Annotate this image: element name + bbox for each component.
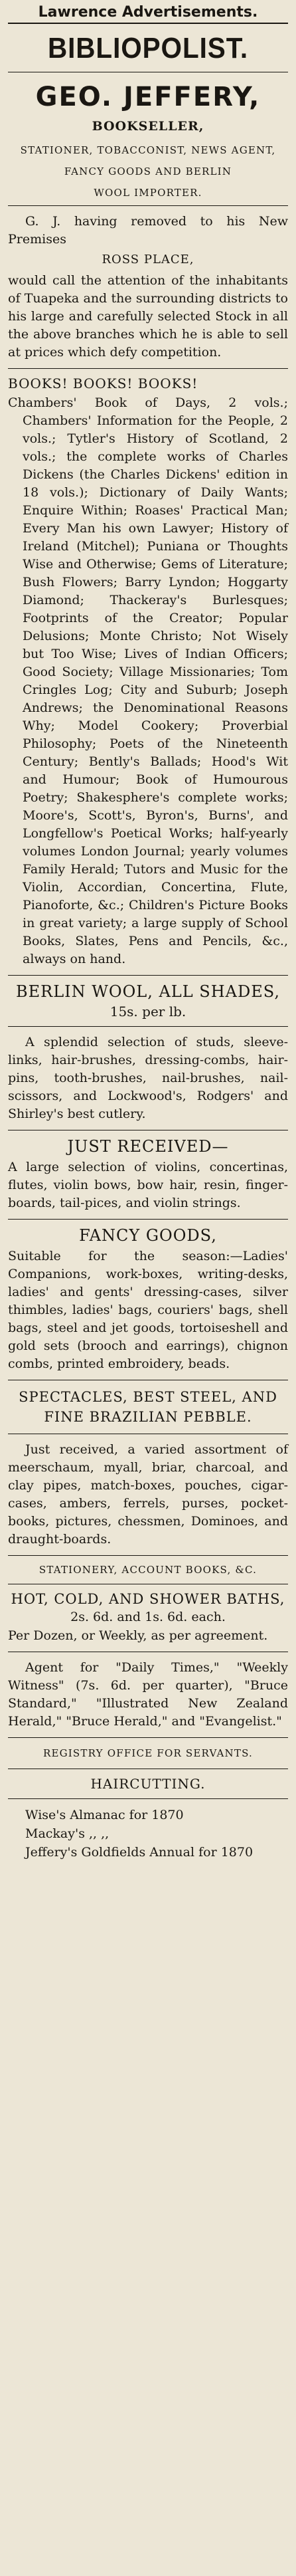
intro-text-2: would call the attention of the inhabitants of Tuapeka and the surrounding districts to his large and carefully selected Stock in all the above branches which he is able to sell at prices which defy competition. xyxy=(8,273,288,360)
trades-line-2: FANCY GOODS AND BERLIN xyxy=(64,165,232,177)
almanac-list xyxy=(8,1806,288,1862)
baths-note: Per Dozen, or Weekly, as per agreement. xyxy=(8,1628,268,1643)
haircutting-heading: HAIRCUTTING. xyxy=(90,1776,206,1792)
baths-price: 2s. 6d. and 1s. 6d. each. xyxy=(70,1610,226,1624)
list-item: Jeffery's Goldfields Annual for 1870 xyxy=(25,1845,254,1860)
divider xyxy=(8,975,288,976)
registry-office: REGISTRY OFFICE FOR SERVANTS. xyxy=(42,1747,253,1759)
divider xyxy=(8,1219,288,1220)
just-received-heading: JUST RECEIVED— xyxy=(67,1137,229,1156)
books-heading: BOOKS! BOOKS! BOOKS! xyxy=(8,376,198,391)
baths-heading: HOT, COLD, AND SHOWER BATHS, xyxy=(11,1591,285,1607)
trades-line-1: STATIONER, TOBACCONIST, NEWS AGENT, xyxy=(20,144,276,156)
trades-line-3: WOOL IMPORTER. xyxy=(94,187,202,199)
premises: ROSS PLACE, xyxy=(102,253,194,267)
wool-heading: BERLIN WOOL, ALL SHADES, xyxy=(15,982,280,1001)
spectacles-heading: SPECTACLES, BEST STEEL, AND FINE BRAZILIAN PEBBLE. xyxy=(19,1389,277,1425)
intro-text-1: G. J. having removed to his New Premises xyxy=(8,214,288,247)
list-item: Mackay's ,, ,, xyxy=(25,1826,110,1841)
divider xyxy=(8,1555,288,1556)
trade-line: BOOKSELLER, xyxy=(92,119,204,134)
spectacles-text: Just received, a varied assortment of meerschaum, myall, briar, charcoal, and clay pipes, match-boxes, pouches, cigar-cases, ambers, ferrels, purses, pocket-books, pictures, chessmen, Dominoes, and draught-boards. xyxy=(8,1442,288,1547)
divider xyxy=(8,1737,288,1738)
books-list: Chambers' Book of Days, 2 vols.; Chambers' Information for the People, 2 vols.; Tytler's History of Scotland, 2 vols.; the complete works of Charles Dickens (the Charles Dickens' edition in 18 vols.); Dictionary of Daily Wants; Enquire Within; Roases' Practical Man; Every Man his own Lawyer; History of Ireland (Mitchel); Puniana or Thoughts Wise and Otherwise; Gems of Literature; Bush Flowers; Barry Lyndon; Hoggarty Diamond; Thackeray's Burlesques; Footprints of the Creator; Popular Delusions; Monte Christo; Not Wisely but Too Wise; Lives of Indian Officers; Good Society; Village Missionaries; Tom Cringles Log; City and Suburb; Joseph Andrews; the Denominational Reasons Why; Model Cookery; Proverbial Philosophy; Poets of the Nineteenth Century; Bently's Ballads; Hood's Wit and Humour; Book of Humourous Poetry; Shakesphere's complete works; Moore's, Scott's, Byron's, Burns', and Longfellow's Poetical Works; half-yearly volumes London Journal; yearly volumes Family Herald; Tutors and Music for the Violin, Accordian, Concertina, Flute, Pianoforte, &c.; Children's Picture Books in great variety; a large supply of School Books, Slates, Pens and Pencils, &c., always on hand. xyxy=(8,395,288,966)
divider xyxy=(8,368,288,369)
divider xyxy=(8,1026,288,1027)
proprietor-name: GEO. JEFFERY, xyxy=(35,82,261,112)
stationery-heading: STATIONERY, ACCOUNT BOOKS, &C. xyxy=(38,1564,258,1576)
agent-text: Agent for "Daily Times," "Weekly Witness" (7s. 6d. per quarter), "Bruce Standard," "Illustrated New Zealand Herald," "Bruce Herald," and "Evangelist." xyxy=(8,1660,288,1729)
list-item: Wise's Almanac for 1870 xyxy=(25,1808,184,1822)
running-head: Lawrence Advertisements. xyxy=(8,0,288,24)
divider xyxy=(8,205,288,206)
just-received-text: A large selection of violins, concertinas, flutes, violin bows, bow hair, resin, finger-boards, tail-pices, and violin strings. xyxy=(8,1160,288,1210)
divider xyxy=(8,1798,288,1799)
fancy-goods-text: Suitable for the season:—Ladies' Companions, work-boxes, writing-desks, ladies' and gents' dressing-cases, silver thimbles, ladies' bags, couriers' bags, shell bags, steel and jet goods, tortoiseshell and gold sets (brooch and earrings), chignon combs, printed embroidery, beads. xyxy=(8,1249,288,1371)
cutlery-text: A splendid selection of studs, sleeve-links, hair-brushes, dressing-combs, hair-pins, tooth-brushes, nail-brushes, nail-scissors, and Lockwood's, Rodgers' and Shirley's best cutlery. xyxy=(8,1035,288,1121)
wool-price: 15s. per lb. xyxy=(110,1004,186,1020)
masthead: BIBLIOPOLIST. xyxy=(47,32,249,64)
fancy-goods-heading: FANCY GOODS, xyxy=(79,1226,217,1245)
